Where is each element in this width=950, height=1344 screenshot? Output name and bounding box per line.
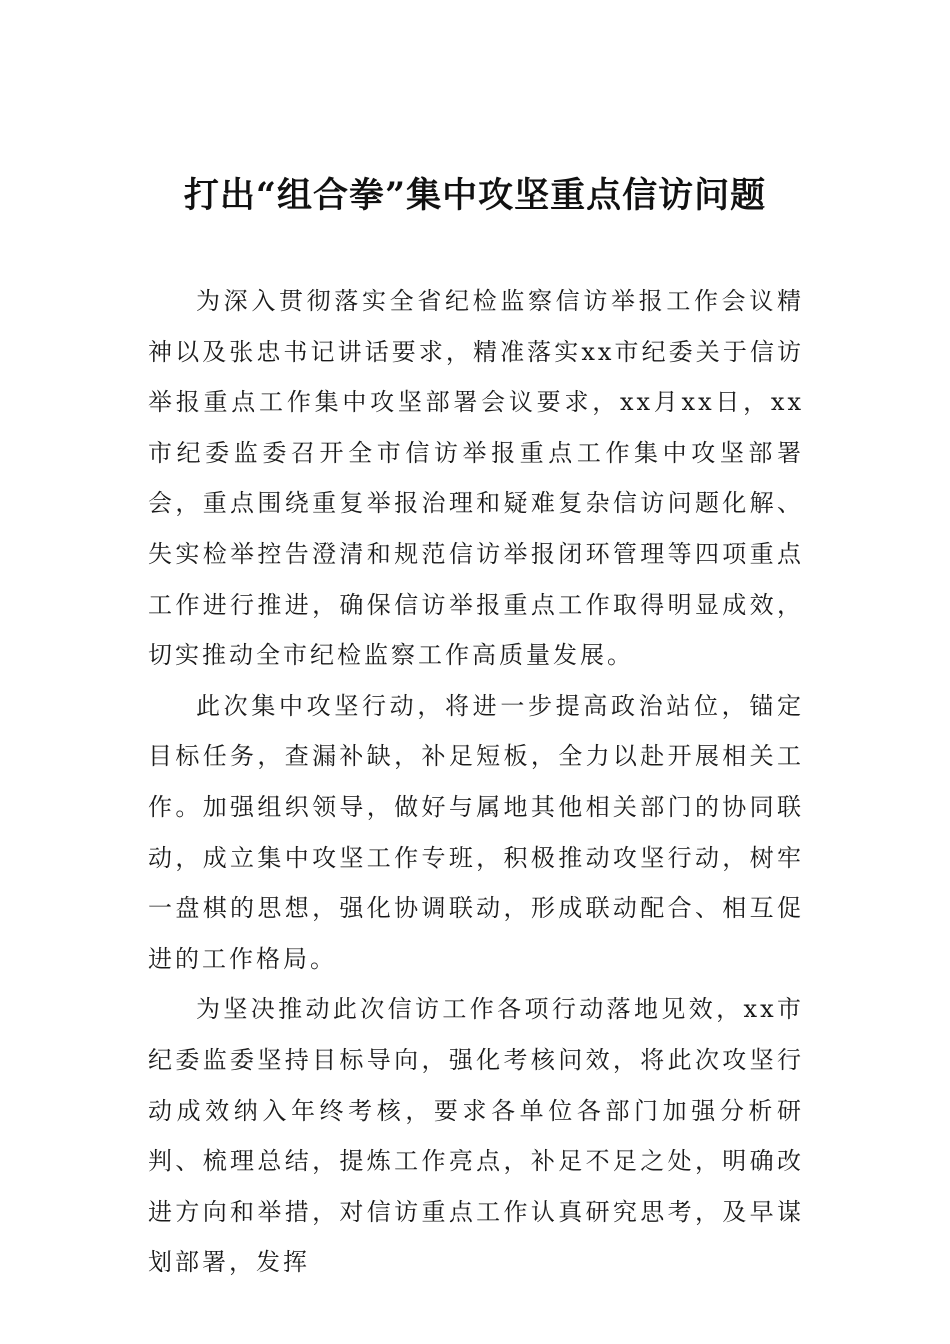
paragraph-2: 此次集中攻坚行动，将进一步提高政治站位，锚定目标任务，查漏补缺，补足短板，全力以赴开展相关工作。加强组织领导，做好与属地其他相关部门的协同联动，成立集中攻坚工作专班，积极推动攻坚行动，树牢一盘棋的思想，强化协调联动，形成联动配合、相互促进的工作格局。	[148, 691, 804, 973]
paragraph-1: 为深入贯彻落实全省纪检监察信访举报工作会议精神以及张忠书记讲话要求，精准落实xx市纪委关于信访举报重点工作集中攻坚部署会议要求，xx月xx日，xx市纪委监委召开全市信访举报重点工作集中攻坚部署会，重点围绕重复举报治理和疑难复杂信访问题化解、失实检举控告澄清和规范信访举报闭环管理等四项重点工作进行推进，确保信访举报重点工作取得明显成效，切实推动全市纪检监察工作高质量发展。	[148, 287, 804, 670]
document-title: 打出“组合拳”集中攻坚重点信访问题	[183, 175, 767, 216]
paragraph-3: 为坚决推动此次信访工作各项行动落地见效，xx市纪委监委坚持目标导向，强化考核问效，将此次攻坚行动成效纳入年终考核，要求各单位各部门加强分析研判、梳理总结，提炼工作亮点，补足不足之处，明确改进方向和举措，对信访重点工作认真研究思考，及早谋划部署，发挥	[148, 995, 804, 1277]
document-body	[148, 276, 804, 1288]
